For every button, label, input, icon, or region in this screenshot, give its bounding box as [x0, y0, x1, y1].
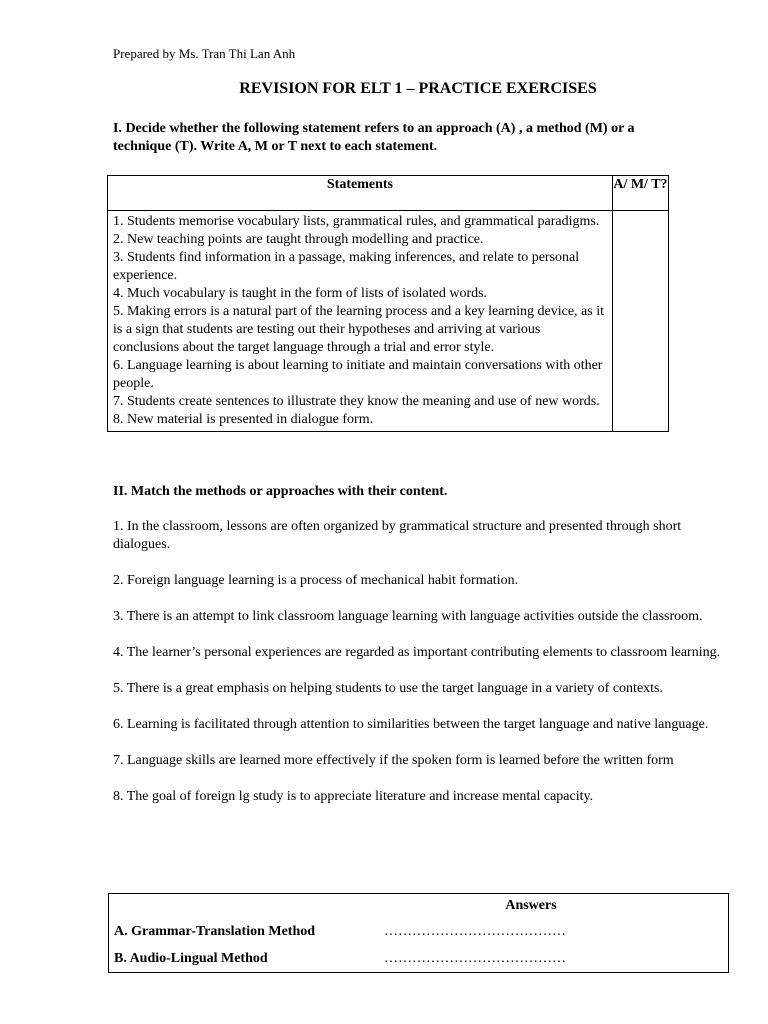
- list-item: 1. In the classroom, lessons are often organized by grammatical structure and presented through short dialogues.: [113, 519, 682, 552]
- list-item: 6. Learning is facilitated through attention to similarities between the target language and native language.: [113, 717, 709, 732]
- list-item: 3. There is an attempt to link classroom language learning with language activities outside the classroom.: [113, 609, 703, 624]
- statement-item: 5. Making errors is a natural part of the learning process and a key learning device, as it is a sign that students are testing out their hypotheses and arriving at various conclusions about the target language through a trial and error style.: [113, 304, 604, 355]
- list-item: 2. Foreign language learning is a process of mechanical habit formation.: [113, 573, 519, 588]
- answers-table: [108, 893, 729, 973]
- table-row: [109, 918, 729, 945]
- answer-blank[interactable]: …………………………………: [384, 950, 566, 966]
- list-item: 8. The goal of foreign lg study is to appreciate literature and increase mental capacity.: [113, 789, 594, 804]
- statement-item: 2. New teaching points are taught through modelling and practice.: [113, 232, 484, 247]
- answers-header: Answers: [505, 898, 557, 913]
- statements-table-body: [108, 211, 669, 432]
- section2-instruction: II. Match the methods or approaches with their content.: [113, 484, 448, 499]
- statement-item: 3. Students find information in a passage, making inferences, and relate to personal experience.: [113, 250, 580, 283]
- statement-item: 4. Much vocabulary is taught in the form of lists of isolated words.: [113, 286, 488, 301]
- answer-cell[interactable]: [612, 211, 668, 432]
- table-row: [109, 945, 729, 973]
- list-item: 7. Language skills are learned more effectively if the spoken form is learned before the written form: [113, 753, 674, 768]
- list-item: 4. The learner’s personal experiences are regarded as important contributing elements to classroom learning.: [113, 645, 721, 660]
- section1-instruction: I. Decide whether the following statement refers to an approach (A) , a method (M) or a technique (T). Write A, M or T next to each statement.: [113, 121, 635, 154]
- method-label: A. Grammar-Translation Method: [114, 923, 316, 939]
- matching-items-list: [113, 518, 725, 824]
- statement-item: 6. Language learning is about learning to initiate and maintain conversations with other people.: [113, 358, 603, 391]
- statements-table: [107, 175, 669, 432]
- statement-item: 8. New material is presented in dialogue form.: [113, 412, 374, 427]
- list-item: 5. There is a great emphasis on helping students to use the target language in a variety of contexts.: [113, 681, 663, 696]
- statement-item: 1. Students memorise vocabulary lists, grammatical rules, and grammatical paradigms.: [113, 214, 600, 229]
- answer-column-header: A/ M/ T?: [612, 176, 668, 211]
- statements-column-header: Statements: [108, 176, 613, 211]
- prepared-by: Prepared by Ms. Tran Thi Lan Anh: [113, 46, 296, 61]
- statements-table-header: [108, 176, 669, 211]
- answer-blank[interactable]: …………………………………: [384, 923, 566, 939]
- statement-item: 7. Students create sentences to illustrate they know the meaning and use of new words.: [113, 394, 600, 409]
- statements-cell: [108, 211, 613, 432]
- page-title: REVISION FOR ELT 1 – PRACTICE EXERCISES: [239, 80, 597, 97]
- method-label: B. Audio-Lingual Method: [114, 950, 268, 966]
